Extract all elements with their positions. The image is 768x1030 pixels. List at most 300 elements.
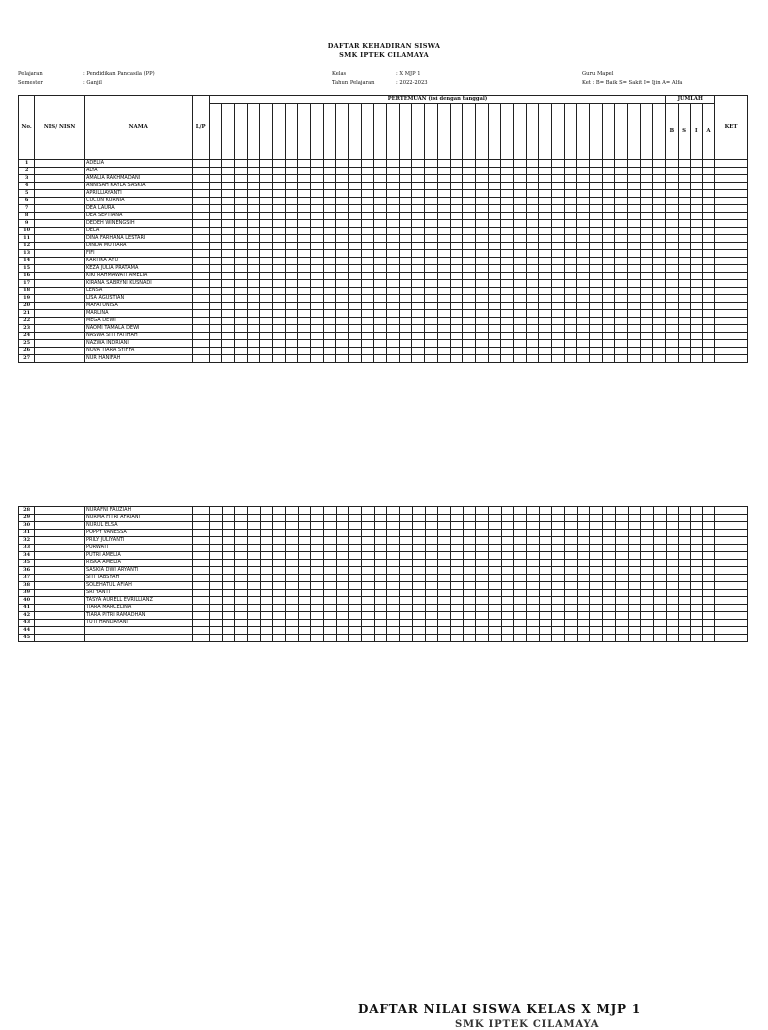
lp-cell[interactable] <box>192 160 209 168</box>
attendance-cell[interactable] <box>501 634 514 642</box>
attendance-cell[interactable] <box>260 332 273 340</box>
attendance-cell[interactable] <box>336 537 349 545</box>
attendance-cell[interactable] <box>603 559 616 567</box>
attendance-cell[interactable] <box>222 355 235 363</box>
attendance-cell[interactable] <box>615 280 628 288</box>
attendance-cell[interactable] <box>222 567 235 575</box>
attendance-cell[interactable] <box>235 235 248 243</box>
attendance-cell[interactable] <box>400 619 413 627</box>
attendance-cell[interactable] <box>463 257 476 265</box>
attendance-cell[interactable] <box>551 205 564 213</box>
attendance-cell[interactable] <box>399 295 412 303</box>
attendance-cell[interactable] <box>412 317 425 325</box>
attendance-cell[interactable] <box>209 250 222 258</box>
attendance-cell[interactable] <box>399 205 412 213</box>
attendance-cell[interactable] <box>526 340 539 348</box>
jumlah-b-cell[interactable] <box>666 257 678 265</box>
attendance-cell[interactable] <box>450 227 463 235</box>
attendance-cell[interactable] <box>603 537 616 545</box>
attendance-cell[interactable] <box>298 235 311 243</box>
jumlah-s-cell[interactable] <box>678 544 690 552</box>
attendance-cell[interactable] <box>551 295 564 303</box>
attendance-cell[interactable] <box>374 235 387 243</box>
lp-cell[interactable] <box>192 574 209 582</box>
jumlah-i-cell[interactable] <box>690 567 702 575</box>
date-header-cell[interactable] <box>336 104 349 160</box>
attendance-cell[interactable] <box>653 220 666 228</box>
attendance-cell[interactable] <box>247 167 260 175</box>
attendance-cell[interactable] <box>450 537 463 545</box>
attendance-cell[interactable] <box>475 242 488 250</box>
attendance-cell[interactable] <box>349 182 362 190</box>
jumlah-s-cell[interactable] <box>678 597 690 605</box>
attendance-cell[interactable] <box>387 317 400 325</box>
attendance-cell[interactable] <box>235 340 248 348</box>
attendance-cell[interactable] <box>349 280 362 288</box>
jumlah-b-cell[interactable] <box>666 582 678 590</box>
attendance-cell[interactable] <box>425 537 438 545</box>
attendance-cell[interactable] <box>349 347 362 355</box>
attendance-cell[interactable] <box>374 287 387 295</box>
attendance-cell[interactable] <box>603 544 616 552</box>
attendance-cell[interactable] <box>362 514 375 522</box>
attendance-cell[interactable] <box>627 197 640 205</box>
attendance-cell[interactable] <box>209 257 222 265</box>
attendance-cell[interactable] <box>640 340 653 348</box>
attendance-cell[interactable] <box>323 182 336 190</box>
attendance-cell[interactable] <box>552 522 565 530</box>
attendance-cell[interactable] <box>551 197 564 205</box>
attendance-cell[interactable] <box>400 544 413 552</box>
nis-cell[interactable] <box>35 250 85 258</box>
attendance-cell[interactable] <box>526 325 539 333</box>
attendance-cell[interactable] <box>311 197 324 205</box>
ket-cell[interactable] <box>715 235 748 243</box>
jumlah-i-cell[interactable] <box>690 559 702 567</box>
jumlah-a-cell[interactable] <box>702 347 714 355</box>
attendance-cell[interactable] <box>260 347 273 355</box>
attendance-cell[interactable] <box>615 205 628 213</box>
attendance-cell[interactable] <box>513 250 526 258</box>
attendance-cell[interactable] <box>285 227 298 235</box>
attendance-cell[interactable] <box>349 589 362 597</box>
attendance-cell[interactable] <box>235 182 248 190</box>
attendance-cell[interactable] <box>475 295 488 303</box>
attendance-cell[interactable] <box>641 552 654 560</box>
ket-cell[interactable] <box>715 552 748 560</box>
attendance-cell[interactable] <box>513 205 526 213</box>
attendance-cell[interactable] <box>324 514 337 522</box>
attendance-cell[interactable] <box>513 212 526 220</box>
attendance-cell[interactable] <box>589 302 602 310</box>
attendance-cell[interactable] <box>590 559 603 567</box>
date-header-cell[interactable] <box>361 104 374 160</box>
ket-cell[interactable] <box>715 220 748 228</box>
jumlah-i-cell[interactable] <box>690 182 702 190</box>
attendance-cell[interactable] <box>235 507 248 515</box>
attendance-cell[interactable] <box>539 619 552 627</box>
attendance-cell[interactable] <box>615 514 628 522</box>
attendance-cell[interactable] <box>260 317 273 325</box>
attendance-cell[interactable] <box>260 574 273 582</box>
nis-cell[interactable] <box>35 175 85 183</box>
jumlah-a-cell[interactable] <box>703 582 715 590</box>
attendance-cell[interactable] <box>514 507 527 515</box>
attendance-cell[interactable] <box>324 597 337 605</box>
attendance-cell[interactable] <box>387 355 400 363</box>
attendance-cell[interactable] <box>475 160 488 168</box>
attendance-cell[interactable] <box>247 340 260 348</box>
attendance-cell[interactable] <box>539 544 552 552</box>
attendance-cell[interactable] <box>501 514 514 522</box>
jumlah-s-cell[interactable] <box>678 567 690 575</box>
attendance-cell[interactable] <box>539 507 552 515</box>
attendance-cell[interactable] <box>539 522 552 530</box>
attendance-cell[interactable] <box>488 634 501 642</box>
attendance-cell[interactable] <box>425 295 438 303</box>
attendance-cell[interactable] <box>311 280 324 288</box>
attendance-cell[interactable] <box>615 552 628 560</box>
jumlah-b-cell[interactable] <box>666 280 678 288</box>
attendance-cell[interactable] <box>298 295 311 303</box>
attendance-cell[interactable] <box>412 574 425 582</box>
attendance-cell[interactable] <box>602 212 615 220</box>
attendance-cell[interactable] <box>285 205 298 213</box>
lp-cell[interactable] <box>192 627 209 635</box>
attendance-cell[interactable] <box>450 242 463 250</box>
attendance-cell[interactable] <box>602 310 615 318</box>
attendance-cell[interactable] <box>602 340 615 348</box>
attendance-cell[interactable] <box>323 227 336 235</box>
attendance-cell[interactable] <box>463 522 476 530</box>
attendance-cell[interactable] <box>450 612 463 620</box>
attendance-cell[interactable] <box>324 529 337 537</box>
date-header-cell[interactable] <box>615 104 628 160</box>
attendance-cell[interactable] <box>209 604 222 612</box>
attendance-cell[interactable] <box>527 567 540 575</box>
attendance-cell[interactable] <box>615 310 628 318</box>
jumlah-b-cell[interactable] <box>666 265 678 273</box>
attendance-cell[interactable] <box>222 529 235 537</box>
attendance-cell[interactable] <box>438 514 451 522</box>
jumlah-s-cell[interactable] <box>678 355 690 363</box>
attendance-cell[interactable] <box>463 552 476 560</box>
attendance-cell[interactable] <box>285 302 298 310</box>
attendance-cell[interactable] <box>438 522 451 530</box>
attendance-cell[interactable] <box>273 529 286 537</box>
attendance-cell[interactable] <box>247 552 260 560</box>
attendance-cell[interactable] <box>361 340 374 348</box>
attendance-cell[interactable] <box>311 529 324 537</box>
jumlah-b-cell[interactable] <box>666 529 678 537</box>
attendance-cell[interactable] <box>514 574 527 582</box>
attendance-cell[interactable] <box>336 552 349 560</box>
attendance-cell[interactable] <box>273 552 286 560</box>
attendance-cell[interactable] <box>387 265 400 273</box>
attendance-cell[interactable] <box>247 272 260 280</box>
attendance-cell[interactable] <box>273 302 286 310</box>
attendance-cell[interactable] <box>488 287 501 295</box>
attendance-cell[interactable] <box>437 295 450 303</box>
attendance-cell[interactable] <box>349 627 362 635</box>
attendance-cell[interactable] <box>362 507 375 515</box>
attendance-cell[interactable] <box>209 589 222 597</box>
attendance-cell[interactable] <box>311 559 324 567</box>
attendance-cell[interactable] <box>311 522 324 530</box>
attendance-cell[interactable] <box>577 567 590 575</box>
attendance-cell[interactable] <box>374 544 387 552</box>
attendance-cell[interactable] <box>527 574 540 582</box>
attendance-cell[interactable] <box>298 265 311 273</box>
attendance-cell[interactable] <box>564 347 577 355</box>
attendance-cell[interactable] <box>565 529 578 537</box>
attendance-cell[interactable] <box>273 272 286 280</box>
attendance-cell[interactable] <box>349 514 362 522</box>
attendance-cell[interactable] <box>463 559 476 567</box>
attendance-cell[interactable] <box>412 197 425 205</box>
jumlah-b-cell[interactable] <box>666 619 678 627</box>
attendance-cell[interactable] <box>539 332 552 340</box>
attendance-cell[interactable] <box>336 205 349 213</box>
attendance-cell[interactable] <box>235 190 248 198</box>
attendance-cell[interactable] <box>450 160 463 168</box>
attendance-cell[interactable] <box>285 182 298 190</box>
attendance-cell[interactable] <box>653 235 666 243</box>
attendance-cell[interactable] <box>653 514 666 522</box>
attendance-cell[interactable] <box>463 175 476 183</box>
attendance-cell[interactable] <box>336 529 349 537</box>
attendance-cell[interactable] <box>260 619 273 627</box>
attendance-cell[interactable] <box>362 582 375 590</box>
attendance-cell[interactable] <box>488 507 501 515</box>
attendance-cell[interactable] <box>222 250 235 258</box>
jumlah-a-cell[interactable] <box>702 190 714 198</box>
attendance-cell[interactable] <box>209 310 222 318</box>
attendance-cell[interactable] <box>323 287 336 295</box>
attendance-cell[interactable] <box>298 514 311 522</box>
jumlah-i-cell[interactable] <box>690 552 702 560</box>
lp-cell[interactable] <box>192 355 209 363</box>
attendance-cell[interactable] <box>412 522 425 530</box>
jumlah-s-cell[interactable] <box>678 250 690 258</box>
attendance-cell[interactable] <box>450 522 463 530</box>
nis-cell[interactable] <box>35 544 85 552</box>
attendance-cell[interactable] <box>412 589 425 597</box>
date-header-cell[interactable] <box>260 104 273 160</box>
attendance-cell[interactable] <box>539 529 552 537</box>
attendance-cell[interactable] <box>425 272 438 280</box>
attendance-cell[interactable] <box>526 242 539 250</box>
attendance-cell[interactable] <box>476 604 489 612</box>
attendance-cell[interactable] <box>349 160 362 168</box>
attendance-cell[interactable] <box>602 317 615 325</box>
attendance-cell[interactable] <box>235 567 248 575</box>
attendance-cell[interactable] <box>260 295 273 303</box>
attendance-cell[interactable] <box>640 212 653 220</box>
date-header-cell[interactable] <box>653 104 666 160</box>
attendance-cell[interactable] <box>399 167 412 175</box>
ket-cell[interactable] <box>715 212 748 220</box>
attendance-cell[interactable] <box>476 627 489 635</box>
attendance-cell[interactable] <box>425 627 438 635</box>
attendance-cell[interactable] <box>438 582 451 590</box>
attendance-cell[interactable] <box>336 302 349 310</box>
attendance-cell[interactable] <box>602 302 615 310</box>
attendance-cell[interactable] <box>488 182 501 190</box>
attendance-cell[interactable] <box>399 250 412 258</box>
attendance-cell[interactable] <box>501 235 514 243</box>
attendance-cell[interactable] <box>488 167 501 175</box>
attendance-cell[interactable] <box>260 280 273 288</box>
lp-cell[interactable] <box>192 514 209 522</box>
attendance-cell[interactable] <box>361 310 374 318</box>
attendance-cell[interactable] <box>412 325 425 333</box>
attendance-cell[interactable] <box>564 182 577 190</box>
attendance-cell[interactable] <box>552 529 565 537</box>
attendance-cell[interactable] <box>627 190 640 198</box>
attendance-cell[interactable] <box>501 619 514 627</box>
attendance-cell[interactable] <box>565 567 578 575</box>
ket-cell[interactable] <box>715 257 748 265</box>
attendance-cell[interactable] <box>589 280 602 288</box>
attendance-cell[interactable] <box>400 507 413 515</box>
attendance-cell[interactable] <box>589 310 602 318</box>
ket-cell[interactable] <box>715 265 748 273</box>
attendance-cell[interactable] <box>273 507 286 515</box>
attendance-cell[interactable] <box>463 235 476 243</box>
attendance-cell[interactable] <box>476 537 489 545</box>
attendance-cell[interactable] <box>476 589 489 597</box>
jumlah-s-cell[interactable] <box>678 574 690 582</box>
attendance-cell[interactable] <box>361 302 374 310</box>
attendance-cell[interactable] <box>463 317 476 325</box>
attendance-cell[interactable] <box>400 529 413 537</box>
attendance-cell[interactable] <box>374 597 387 605</box>
jumlah-b-cell[interactable] <box>666 227 678 235</box>
attendance-cell[interactable] <box>653 325 666 333</box>
nis-cell[interactable] <box>35 529 85 537</box>
attendance-cell[interactable] <box>260 559 273 567</box>
attendance-cell[interactable] <box>589 265 602 273</box>
attendance-cell[interactable] <box>589 227 602 235</box>
attendance-cell[interactable] <box>235 559 248 567</box>
jumlah-a-cell[interactable] <box>703 514 715 522</box>
jumlah-i-cell[interactable] <box>690 310 702 318</box>
attendance-cell[interactable] <box>374 627 387 635</box>
attendance-cell[interactable] <box>399 347 412 355</box>
attendance-cell[interactable] <box>425 552 438 560</box>
nis-cell[interactable] <box>35 295 85 303</box>
attendance-cell[interactable] <box>400 612 413 620</box>
attendance-cell[interactable] <box>222 597 235 605</box>
attendance-cell[interactable] <box>501 347 514 355</box>
ket-cell[interactable] <box>715 355 748 363</box>
attendance-cell[interactable] <box>361 175 374 183</box>
attendance-cell[interactable] <box>615 567 628 575</box>
jumlah-s-cell[interactable] <box>678 340 690 348</box>
attendance-cell[interactable] <box>615 529 628 537</box>
attendance-cell[interactable] <box>399 332 412 340</box>
attendance-cell[interactable] <box>527 537 540 545</box>
attendance-cell[interactable] <box>589 317 602 325</box>
attendance-cell[interactable] <box>653 197 666 205</box>
attendance-cell[interactable] <box>361 197 374 205</box>
jumlah-b-cell[interactable] <box>666 574 678 582</box>
attendance-cell[interactable] <box>552 567 565 575</box>
attendance-cell[interactable] <box>438 612 451 620</box>
attendance-cell[interactable] <box>526 182 539 190</box>
attendance-cell[interactable] <box>501 175 514 183</box>
attendance-cell[interactable] <box>615 627 628 635</box>
attendance-cell[interactable] <box>298 310 311 318</box>
attendance-cell[interactable] <box>513 347 526 355</box>
attendance-cell[interactable] <box>285 167 298 175</box>
jumlah-a-cell[interactable] <box>702 310 714 318</box>
nis-cell[interactable] <box>35 242 85 250</box>
jumlah-s-cell[interactable] <box>678 235 690 243</box>
attendance-cell[interactable] <box>374 242 387 250</box>
attendance-cell[interactable] <box>551 175 564 183</box>
attendance-cell[interactable] <box>463 332 476 340</box>
lp-cell[interactable] <box>192 552 209 560</box>
attendance-cell[interactable] <box>387 529 400 537</box>
attendance-cell[interactable] <box>273 340 286 348</box>
attendance-cell[interactable] <box>285 619 298 627</box>
attendance-cell[interactable] <box>513 265 526 273</box>
attendance-cell[interactable] <box>349 582 362 590</box>
attendance-cell[interactable] <box>387 634 400 642</box>
attendance-cell[interactable] <box>374 567 387 575</box>
attendance-cell[interactable] <box>653 537 666 545</box>
attendance-cell[interactable] <box>615 160 628 168</box>
attendance-cell[interactable] <box>412 250 425 258</box>
attendance-cell[interactable] <box>450 175 463 183</box>
attendance-cell[interactable] <box>387 175 400 183</box>
attendance-cell[interactable] <box>273 310 286 318</box>
attendance-cell[interactable] <box>209 529 222 537</box>
attendance-cell[interactable] <box>399 257 412 265</box>
attendance-cell[interactable] <box>475 212 488 220</box>
attendance-cell[interactable] <box>602 355 615 363</box>
attendance-cell[interactable] <box>602 295 615 303</box>
attendance-cell[interactable] <box>577 589 590 597</box>
attendance-cell[interactable] <box>209 340 222 348</box>
attendance-cell[interactable] <box>539 205 552 213</box>
attendance-cell[interactable] <box>425 175 438 183</box>
attendance-cell[interactable] <box>336 574 349 582</box>
attendance-cell[interactable] <box>387 280 400 288</box>
attendance-cell[interactable] <box>235 355 248 363</box>
attendance-cell[interactable] <box>551 310 564 318</box>
attendance-cell[interactable] <box>387 340 400 348</box>
attendance-cell[interactable] <box>298 582 311 590</box>
attendance-cell[interactable] <box>209 190 222 198</box>
attendance-cell[interactable] <box>564 212 577 220</box>
attendance-cell[interactable] <box>387 347 400 355</box>
nis-cell[interactable] <box>35 197 85 205</box>
jumlah-s-cell[interactable] <box>678 529 690 537</box>
attendance-cell[interactable] <box>475 227 488 235</box>
attendance-cell[interactable] <box>615 212 628 220</box>
attendance-cell[interactable] <box>627 220 640 228</box>
attendance-cell[interactable] <box>412 347 425 355</box>
attendance-cell[interactable] <box>361 220 374 228</box>
attendance-cell[interactable] <box>577 190 590 198</box>
attendance-cell[interactable] <box>324 559 337 567</box>
attendance-cell[interactable] <box>323 302 336 310</box>
attendance-cell[interactable] <box>514 604 527 612</box>
attendance-cell[interactable] <box>311 597 324 605</box>
